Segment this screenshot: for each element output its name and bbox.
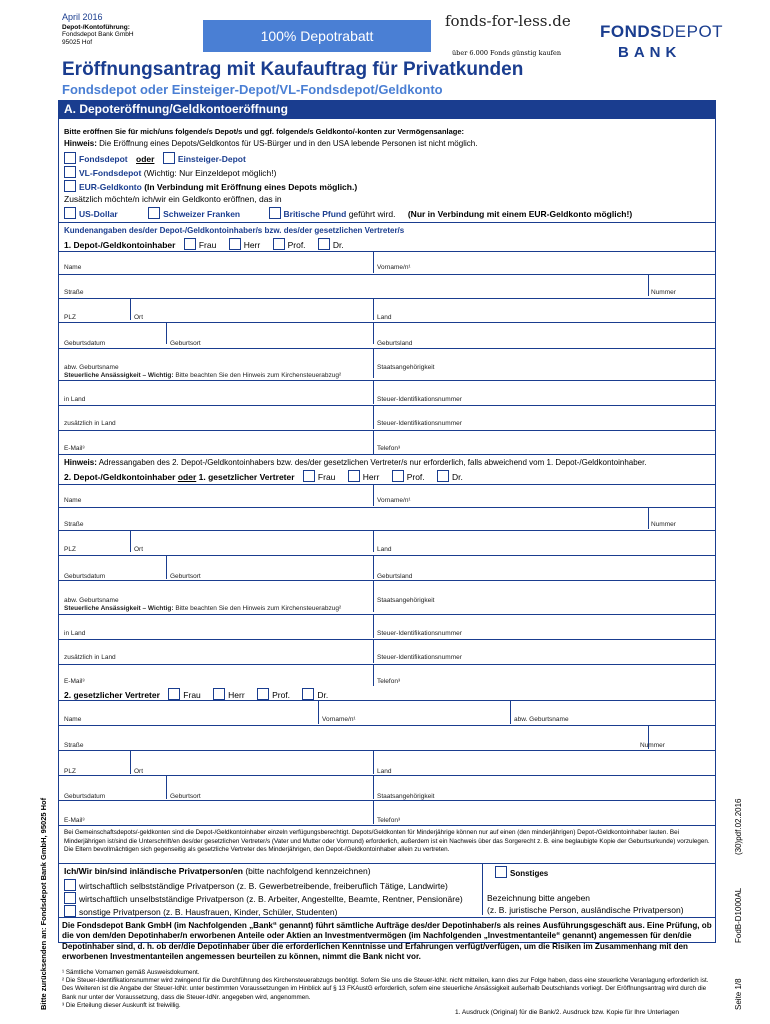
sonstiges-option: Sonstiges xyxy=(495,866,548,878)
h2-land-label: Land xyxy=(377,546,392,553)
v2-frau-checkbox[interactable] xyxy=(168,688,180,700)
h2-geburtsdatum-label: Geburtsdatum xyxy=(64,573,106,580)
side-code: FodB-D1000AL xyxy=(734,887,743,943)
v2-dr-checkbox[interactable] xyxy=(302,688,314,700)
h1-geburtsland-label: Geburtsland xyxy=(377,340,413,347)
h1-land-label: Land xyxy=(377,314,392,321)
h1-ort-label: Ort xyxy=(134,314,144,321)
row-currency: US-Dollar Schweizer Franken Britische Pfund geführt wird. (Nur in Verbindung mit einem EUR-Geldkonto möglich!) xyxy=(64,207,632,219)
h2-staat-label: Staatsangehörigkeit xyxy=(377,597,435,604)
h1-email-label: E-Mail³ xyxy=(64,445,85,452)
page-title: Eröffnungsantrag mit Kaufauftrag für Privatkunden xyxy=(62,59,524,80)
h1-staat-label: Staatsangehörigkeit xyxy=(377,364,435,371)
h1-herr-checkbox[interactable] xyxy=(229,238,241,250)
privat-heading: Ich/Wir bin/sind inländische Privatperson/en (bitte nachfolgend kennzeichnen) xyxy=(64,866,371,876)
v2-nummer-label: Nummer xyxy=(640,742,665,749)
bank-logo: FONDSDEPOT BANK xyxy=(600,22,724,61)
h1-prof-checkbox[interactable] xyxy=(273,238,285,250)
rabatt-banner: 100% Depotrabatt xyxy=(203,20,431,52)
h1-steuerid-label: Steuer-Identifikationsnummer xyxy=(377,396,462,403)
side-page: Seite 1/8 xyxy=(734,978,743,1010)
h1-vorname-label: Vorname/n¹ xyxy=(377,264,411,271)
h2-prof-checkbox[interactable] xyxy=(392,470,404,482)
bezeichnung-2: (z. B. juristische Person, ausländische Privatperson) xyxy=(487,905,684,915)
h2-steuerid2-label: Steuer-Identifikationsnummer xyxy=(377,654,462,661)
v2-prof-checkbox[interactable] xyxy=(257,688,269,700)
eur-checkbox[interactable] xyxy=(64,180,76,192)
v2-land-label: Land xyxy=(377,768,392,775)
chf-checkbox[interactable] xyxy=(148,207,160,219)
h2-plz-label: PLZ xyxy=(64,546,76,553)
vertreter2-heading: 2. gesetzlicher Vertreter Frau Herr Prof. Dr. xyxy=(64,690,329,700)
h1-steuerid2-label: Steuer-Identifikationsnummer xyxy=(377,420,462,427)
h1-geburtsort-label: Geburtsort xyxy=(170,340,201,347)
row-depot-type: Fondsdepot oder Einsteiger-Depot xyxy=(64,152,246,164)
vl-checkbox[interactable] xyxy=(64,166,76,178)
v2-staat-label: Staatsangehörigkeit xyxy=(377,793,435,800)
side-date: (30)pdf.02.2016 xyxy=(734,798,743,855)
v2-geburtsdatum-label: Geburtsdatum xyxy=(64,793,106,800)
h1-frau-checkbox[interactable] xyxy=(184,238,196,250)
gemeinschaft-note: Bei Gemeinschaftsdepots/-geldkonten sind die Depot-/Geldkontoinhaber einzeln verfügungsberechtigt. Depots/Geldkonten für Minderjährige können nur auf einen (den minderjährigen) Depot-/Geldkontoinhaber lauten. Bei Minderjährigen ist/sind die Unterschrift/en des/der gesetzlichen Vertreter/s (Vater und Mutter oder Vormund) erforderlich, außerdem ist ein Nachweis über das Sorgerecht z. B. eine beglaubigte Kopie der Geburtsurkunde) vorzulegen. Die Eltern bevollmächtigen sich gegenseitig als gesetzliche Vertreter des Minderjährigen, den Depot-/Geldkontoinhaber allein zu vertreten. xyxy=(64,829,710,853)
depot-address: Depot-/Kontoführung: Fondsdepot Bank GmbH 95025 Hof xyxy=(62,24,134,46)
holder2-heading: 2. Depot-/Geldkontoinhaber oder 1. gesetzlicher Vertreter Frau Herr Prof. Dr. xyxy=(64,472,463,482)
h2-inland-label: in Land xyxy=(64,630,86,637)
fondsdepot-checkbox[interactable] xyxy=(64,152,76,164)
h1-name-label: Name xyxy=(64,264,82,271)
holder1-heading: 1. Depot-/Geldkontoinhaber Frau Herr Prof. Dr. xyxy=(64,240,344,250)
v2-abw-label: abw. Geburtsname xyxy=(514,716,569,723)
v2-name-label: Name xyxy=(64,716,82,723)
h1-abw-label: abw. Geburtsname xyxy=(64,364,119,371)
h2-name-label: Name xyxy=(64,497,82,504)
h1-geburtsdatum-label: Geburtsdatum xyxy=(64,340,106,347)
gbp-checkbox[interactable] xyxy=(269,207,281,219)
privat-opt1-checkbox[interactable] xyxy=(64,879,76,891)
privat-opt3-checkbox[interactable] xyxy=(64,905,76,917)
h1-nummer-label: Nummer xyxy=(651,289,676,296)
usd-checkbox[interactable] xyxy=(64,207,76,219)
v2-telefon-label: Telefon³ xyxy=(377,817,401,824)
h2-strasse-label: Straße xyxy=(64,521,84,528)
h1-zusland-label: zusätzlich in Land xyxy=(64,420,116,427)
sonstiges-checkbox[interactable] xyxy=(495,866,507,878)
ausdruck-note: 1. Ausdruck (Original) für die Bank/2. Ausdruck bzw. Kopie für Ihre Unterlagen xyxy=(455,1009,680,1016)
h2-steuerid-label: Steuer-Identifikationsnummer xyxy=(377,630,462,637)
v2-vorname-label: Vorname/n¹ xyxy=(322,716,356,723)
ffl-logo: fonds-for-less.de xyxy=(445,12,571,30)
h2-ort-label: Ort xyxy=(134,546,144,553)
einsteiger-checkbox[interactable] xyxy=(163,152,175,164)
h1-telefon-label: Telefon³ xyxy=(377,445,401,452)
h2-steuer-label: Steuerliche Ansässigkeit – Wichtig: Bitte beachten Sie den Hinweis zum Kirchensteuerabzug² xyxy=(64,605,342,612)
bank-note: Die Fondsdepot Bank GmbH (im Nachfolgenden „Bank“ genannt) führt sämtliche Aufträge des/der Depotinhaber/s als reines Ausführungsgeschäft aus. Eine Prüfung, ob die von dem/den Depotinhaber/n erworbenen Anteile oder Aktien an Investmentvermögen (im Nachfolgenden „Investmentanteile“ genannt) angemessen für den/die Depotinhaber sind, d. h. ob der/die Depotinhaber über die erforderlichen Kenntnisse und Erfahrungen verfügt/verfügen, um die Risiken im Zusammenhang mit den erworbenen Investmentanteilen angemessen beurteilen zu können, nimmt die Bank nicht vor. xyxy=(62,921,712,962)
v2-strasse-label: Straße xyxy=(64,742,84,749)
v2-ort-label: Ort xyxy=(134,768,144,775)
form-date: April 2016 xyxy=(62,12,103,22)
h2-herr-checkbox[interactable] xyxy=(348,470,360,482)
h1-steuer-label: Steuerliche Ansässigkeit – Wichtig: Bitte beachten Sie den Hinweis zum Kirchensteuerabzug² xyxy=(64,372,342,379)
side-return-address: Bitte zurücksenden an: Fondsdepot Bank GmbH, 95025 Hof xyxy=(39,797,48,1010)
page-subtitle: Fondsdepot oder Einsteiger-Depot/VL-Fondsdepot/Geldkonto xyxy=(62,82,443,97)
bezeichnung-1: Bezeichnung bitte angeben xyxy=(487,893,591,903)
privat-opt1: wirtschaftlich selbstständige Privatperson (z. B. Gewerbetreibende, freiberuflich Tätige, Landwirte) xyxy=(64,879,448,891)
zusaetzlich-text: Zusätzlich möchte/n ich/wir ein Geldkonto eröffnen, das in xyxy=(64,194,282,204)
h1-dr-checkbox[interactable] xyxy=(318,238,330,250)
ffl-tagline: über 6.000 Fonds günstig kaufen xyxy=(452,49,562,57)
h2-abw-label: abw. Geburtsname xyxy=(64,597,119,604)
privat-opt2-checkbox[interactable] xyxy=(64,892,76,904)
h2-geburtsland-label: Geburtsland xyxy=(377,573,413,580)
intro-line: Bitte eröffnen Sie für mich/uns folgende/s Depot/s und ggf. folgende/s Geldkonto/-konten zur Vermögensanlage: xyxy=(64,127,465,136)
v2-geburtsort-label: Geburtsort xyxy=(170,793,201,800)
intro-hint: Hinweis: Die Eröffnung eines Depots/Geldkontos für US-Bürger und in den USA lebende Personen ist nicht möglich. xyxy=(64,139,478,148)
privat-opt2: wirtschaftlich unselbstständige Privatperson (z. B. Arbeiter, Angestellte, Beamte, Rentner, Pensionäre) xyxy=(64,892,463,904)
h1-strasse-label: Straße xyxy=(64,289,84,296)
h2-nummer-label: Nummer xyxy=(651,521,676,528)
h2-email-label: E-Mail³ xyxy=(64,678,85,685)
row-eur: EUR-Geldkonto (In Verbindung mit Eröffnung eines Depots möglich.) xyxy=(64,180,357,192)
v2-herr-checkbox[interactable] xyxy=(213,688,225,700)
h2-vorname-label: Vorname/n¹ xyxy=(377,497,411,504)
h2-frau-checkbox[interactable] xyxy=(303,470,315,482)
privat-opt3: sonstige Privatperson (z. B. Hausfrauen, Kinder, Schüler, Studenten) xyxy=(64,905,337,917)
v2-email-label: E-Mail³ xyxy=(64,817,85,824)
h2-dr-checkbox[interactable] xyxy=(437,470,449,482)
kunden-heading: Kundenangaben des/der Depot-/Geldkontoinhaber/s bzw. des/der gesetzlichen Vertreter/s xyxy=(64,226,405,235)
h2-zusland-label: zusätzlich in Land xyxy=(64,654,116,661)
h1-inland-label: in Land xyxy=(64,396,86,403)
h1-plz-label: PLZ xyxy=(64,314,76,321)
holder2-hint: Hinweis: Adressangaben des 2. Depot-/Geldkontoinhabers bzw. des/der gesetzlichen Vertreter/s nur erforderlich, falls abweichend vom 1. Depot-/Geldkontoinhaber. xyxy=(64,458,647,467)
v2-plz-label: PLZ xyxy=(64,768,76,775)
row-vl: VL-Fondsdepot (Wichtig: Nur Einzeldepot möglich!) xyxy=(64,166,276,178)
footnotes: ¹ Sämtliche Vornamen gemäß Ausweisdokument. ² Die Steuer-Identifikationsnummer wird zwingend für die Durchführung des Kirchensteuerabzugs benötigt. Sofern Sie uns die Steuer-IdNr. nicht mitteilen, kann dies zur Folge haben, dass eine steuerliche Veranlagung erforderlich ist. Des Weiteren ist die Angabe der Steuer-IdNr. unter bestimmten Voraussetzungen im Hinblick auf § 13 FKAustG erforderlich, sofern eine steuerliche Ansässigkeit außerhalb Deutschlands vorliegt. Der Eröffnungsantrag wird durch die Bank nur unter der Voraussetzung, dass die Steuer-IdNr. angegeben wird, angenommen. ³ Die Erteilung dieser Auskunft ist freiwillig. xyxy=(62,969,709,1009)
h2-telefon-label: Telefon³ xyxy=(377,678,401,685)
section-a-heading: A. Depoteröffnung/Geldkontoeröffnung xyxy=(58,100,716,118)
h2-geburtsort-label: Geburtsort xyxy=(170,573,201,580)
